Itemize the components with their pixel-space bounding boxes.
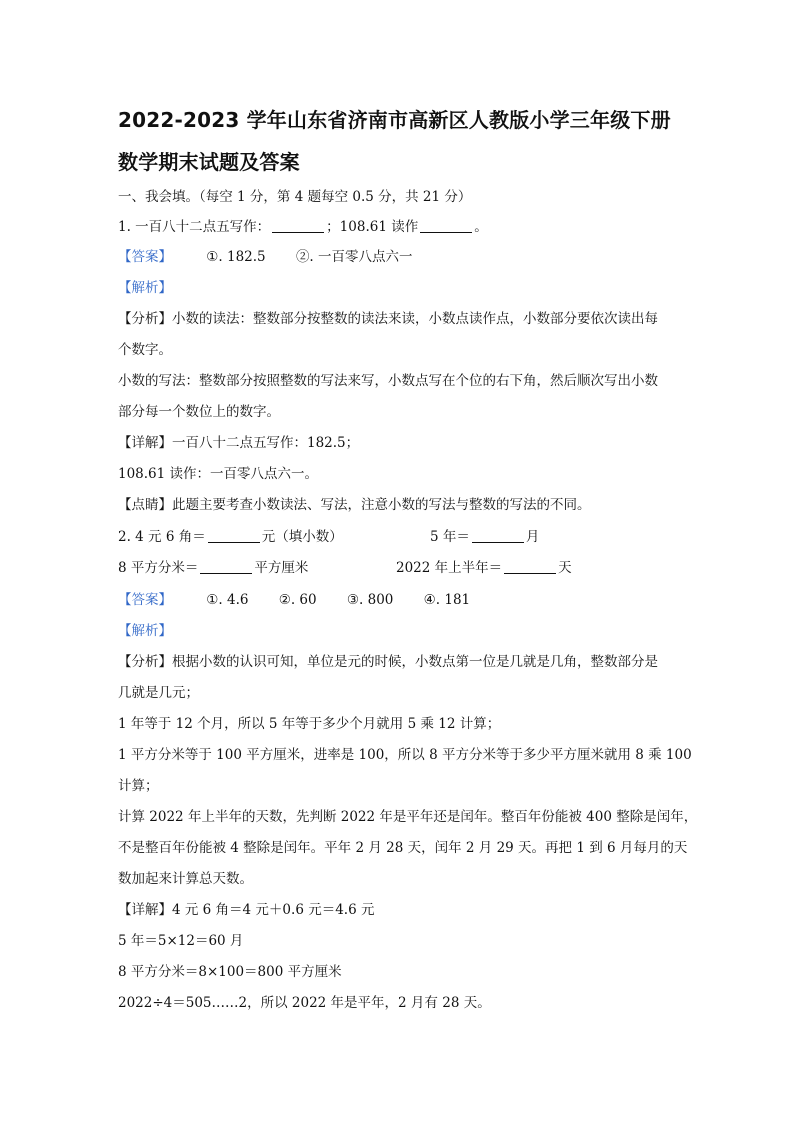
section-heading: 一、我会填。（每空 1 分，第 4 题每空 0.5 分，共 21 分） bbox=[118, 189, 472, 205]
q2-answer-4: ④. 181 bbox=[423, 592, 471, 608]
q1-blank-2 bbox=[420, 218, 472, 233]
q2-c-prefix: 8 平方分米＝ bbox=[118, 560, 199, 576]
q2-b-suffix: 月 bbox=[525, 529, 540, 545]
doc-title-line-2: 数学期末试题及答案 bbox=[118, 150, 300, 174]
q2-d-suffix: 天 bbox=[558, 560, 572, 576]
point-tag: 【点睛】 bbox=[118, 497, 172, 513]
q1-point-line bbox=[118, 496, 688, 514]
q1-detail-line-1 bbox=[118, 434, 688, 452]
q2-fenxi-line-1 bbox=[118, 653, 688, 671]
q2-fenxi-text-1: 根据小数的认识可知，单位是元的时候，小数点第一位是几就是几角，整数部分是 bbox=[172, 654, 658, 670]
q2-answer-3: ③. 800 bbox=[346, 592, 394, 608]
analysis-tag: 【解析】 bbox=[118, 280, 172, 296]
q1-answer-1: ①. 182.5 bbox=[206, 249, 266, 265]
q1-suffix: 。 bbox=[474, 219, 488, 235]
q1-fenxi-text-1: 小数的读法：整数部分按整数的读法来读，小数点读作点，小数部分要依次读出每 bbox=[172, 311, 658, 327]
fenxi-tag: 【分析】 bbox=[118, 311, 172, 327]
q2-blank-c bbox=[200, 559, 252, 574]
q2-detail-line-1 bbox=[118, 901, 688, 919]
detail-tag: 【详解】 bbox=[118, 902, 172, 918]
q2-answer-line bbox=[118, 591, 688, 609]
q1-fenxi-line-3: 小数的写法：整数部分按照整数的写法来写，小数点写在个位的右下角，然后顺次写出小数 bbox=[118, 373, 658, 389]
q2-detail-text-1: 4 元 6 角＝4 元＋0.6 元＝4.6 元 bbox=[172, 902, 375, 918]
q2-a-suffix: 元（填小数） bbox=[261, 529, 343, 545]
q2-detail-line-2: 5 年＝5×12＝60 月 bbox=[118, 933, 244, 949]
q2-blank-d bbox=[504, 559, 556, 574]
q2-part-d bbox=[396, 559, 572, 577]
doc-title-line-1: 2022-2023 学年山东省济南市高新区人教版小学三年级下册 bbox=[118, 108, 671, 132]
q1-fenxi-line-2: 个数字。 bbox=[118, 342, 172, 358]
detail-tag: 【详解】 bbox=[118, 435, 172, 451]
q2-answer-2: ②. 60 bbox=[278, 592, 317, 608]
q2-d-prefix: 2022 年上半年＝ bbox=[396, 560, 503, 576]
fenxi-tag: 【分析】 bbox=[118, 654, 172, 670]
q2-detail-line-3: 8 平方分米＝8×100＝800 平方厘米 bbox=[118, 964, 342, 980]
q1-detail-text-1: 一百八十二点五写作：182.5； bbox=[172, 435, 360, 451]
q1-point-text: 此题主要考查小数读法、写法，注意小数的写法与整数的写法的不同。 bbox=[172, 497, 591, 513]
q2-c-suffix: 平方厘米 bbox=[254, 560, 309, 576]
q1-answer-line bbox=[118, 248, 688, 266]
q1-answer-2: ②. 一百零八点六一 bbox=[295, 249, 413, 265]
q2-b-prefix: 5 年＝ bbox=[430, 529, 470, 545]
question-1 bbox=[118, 218, 688, 236]
q2-part-b bbox=[430, 528, 539, 546]
q1-fenxi-line-4: 部分每一个数位上的数字。 bbox=[118, 404, 280, 420]
answer-tag: 【答案】 bbox=[118, 592, 172, 608]
answer-tag: 【答案】 bbox=[118, 249, 172, 265]
q1-fenxi-line-1 bbox=[118, 310, 688, 328]
q2-part-c bbox=[118, 559, 308, 577]
q2-fenxi-line-5: 计算； bbox=[118, 778, 159, 794]
q2-fenxi-line-6: 计算 2022 年上半年的天数，先判断 2022 年是平年还是闰年。整百年份能被 400 整除是闰年， bbox=[118, 809, 698, 825]
q1-prefix: 1. 一百八十二点五写作： bbox=[118, 219, 271, 235]
q2-fenxi-line-7: 不是整百年份能被 4 整除是闰年。平年 2 月 28 天，闰年 2 月 29 天。再把 1 到 6 月每月的天 bbox=[118, 840, 688, 856]
q2-fenxi-line-2: 几就是几元； bbox=[118, 685, 199, 701]
q2-a-prefix: 2. 4 元 6 角＝ bbox=[118, 529, 206, 545]
q2-blank-a bbox=[208, 528, 260, 543]
q2-detail-line-4: 2022÷4＝505……2，所以 2022 年是平年，2 月有 28 天。 bbox=[118, 995, 491, 1011]
q1-middle: ；108.61 读作 bbox=[326, 219, 419, 235]
q2-part-a bbox=[118, 528, 343, 546]
q2-fenxi-line-4: 1 平方分米等于 100 平方厘米，进率是 100，所以 8 平方分米等于多少平方厘米就用 8 乘 100 bbox=[118, 747, 692, 763]
q1-blank-1 bbox=[272, 218, 324, 233]
q1-detail-line-2: 108.61 读作：一百零八点六一。 bbox=[118, 466, 319, 482]
q2-fenxi-line-8: 数加起来计算总天数。 bbox=[118, 871, 253, 887]
q2-blank-b bbox=[472, 528, 524, 543]
q2-fenxi-line-3: 1 年等于 12 个月，所以 5 年等于多少个月就用 5 乘 12 计算； bbox=[118, 716, 501, 732]
analysis-tag: 【解析】 bbox=[118, 623, 172, 639]
q2-answer-1: ①. 4.6 bbox=[206, 592, 249, 608]
